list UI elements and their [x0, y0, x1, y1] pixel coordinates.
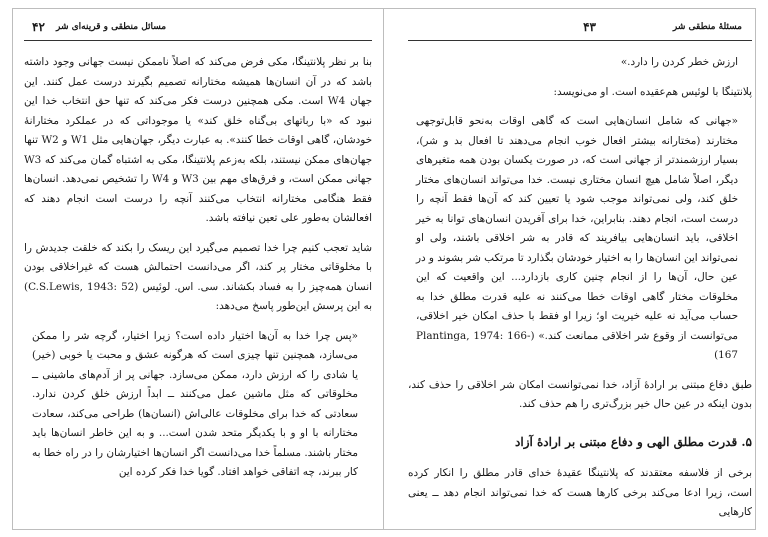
left-running-title: مسائل منطقی و قرینه‌ای شر: [56, 22, 167, 32]
right-page-header: [408, 18, 752, 41]
page-gutter: [383, 8, 384, 530]
left-page-header: [24, 18, 372, 41]
right-quote-plantinga: «جهانی که شامل انسان‌هایی است که گاهی اوقات به‌نحو قابل‌توجهی مختارند (مختارانه بیشتر افعال خوب انجام می‌دهند تا افعال بد و شر)، بسیار ارزشمندتر از جهانی است که، در صورت یکسان بودن همه متغیرهای دیگر، اصلاً شامل هیچ انسان مختاری نیست. خدا می‌تواند انسان‌های مختار خلق کند، ولی نمی‌تواند موجب شود یا تعیین کند که آن‌ها فقط آنچه را درست است، انجام دهند. بنابراین، خدا برای آفریدن انسان‌های توانا به خیر اخلاقی، باید انسان‌هایی بیافریند که قادر به شر اخلاقی باشند، ولی او نمی‌تواند این انسان‌ها را به اختیار خودشان بگذارد تا مرتکب شر بشوند و در عین حال، آن‌ها را از انجام چنین کاری بازدارد... این واقعیت که این مخلوقات مختار گاهی اوقات خطا می‌کنند نه علیه قدرت مطلق خدا به حساب می‌آید نه علیه خیریت او؛ زیرا او فقط با حذف امکان خیر اخلاقی، می‌توانست از وقوع شر اخلاقی ممانعت کند.» (Plantinga, 1974: 166-167): [415, 115, 738, 361]
right-page-number: ۴۳: [583, 20, 596, 34]
left-page: [24, 8, 372, 530]
right-page-body: [408, 41, 752, 523]
left-page-number: ۴۲: [32, 20, 45, 34]
left-paragraph-1: بنا بر نظر پلانتینگا، مکی فرض می‌کند که اصلاً ناممکن نیست جهانی وجود داشته باشد که در آن انسان‌ها همیشه مختارانه تصمیم بگیرند درست عمل کنند. این جهان W4 است. مکی همچنین درست فکر می‌کند که تنها حق انتخاب خدا این نبود که «با رباتهای بی‌گناه خلق کند» یا موجوداتی که در عملکرد مختارانهٔ خودشان، گاهی اوقات خطا کنند». به عبارت دیگر، جهان‌هایی مثل W1 و W2 تنها جهان‌های ممکن نیستند، بلکه به‌زعم پلانتینگا، مکی به اشتباه گمان می‌کند که W3 جهانی ممکن است، و فرق‌های مهم بین W3 و W4 را تشخیص نمی‌دهد. انسان‌ها فقط هنگامی مختارانه انتخاب می‌کنند آنچه را درست است انجام دهند که افعالشان به‌طور علی تعین نیافته باشد.: [24, 56, 373, 224]
right-page: [408, 8, 752, 530]
right-paragraph-final: برخی از فلاسفه معتقدند که پلانتینگا عقیدهٔ خدای قادر مطلق را انکار کرده است، زیرا ادعا می‌کند برخی کارها هست که خدا نمی‌تواند انجام دهد ــ یعنی کارهایی: [408, 467, 752, 518]
left-paragraph-2: شاید تعجب کنیم چرا خدا تصمیم می‌گیرد این ریسک را بکند که خلقت جدیدش را با مخلوقاتی مختار پر کند، اگر می‌دانست احتمالش هست که غیراخلاقی بودن انسان همه‌چیز را به فساد بکشاند. سی. اس. لوئیس (52 :C.S.Lewis, 1943) به این پرسش این‌طور پاسخ می‌دهد:: [24, 241, 372, 312]
right-paragraph-intro: پلانتینگا با لوئیس هم‌عقیده است. او می‌نویسد:: [553, 85, 752, 98]
right-running-title: مسئلهٔ منطقی شر: [672, 22, 742, 32]
section-heading: ۵. قدرت مطلق الهی و دفاع مبتنی بر ارادهٔ آزاد: [515, 434, 752, 449]
right-quote-end: ارزش خطر کردن را دارد.»: [620, 56, 738, 68]
left-quote-lewis: «پس چرا خدا به آن‌ها اختیار داده است؟ زیرا اختیار، گرچه شر را ممکن می‌سازد، همچنین تنها چیزی است که هرگونه عشق و محبت یا خوبی (خیر) یا شادی را که ارزش دارد، ممکن می‌سازد. جهانی پر از آدم‌های ماشینی ــ مخلوقاتی که مثل ماشین عمل می‌کنند ــ ابداً ارزش خلق کردن ندارد. سعادتی که خدا برای مخلوقات عالی‌اش (انسان‌ها) طراحی می‌کند، سعادت مختارانه با او و با یکدیگر متحد شدن است... و به این خاطر انسان‌ها باید مختار باشند. مسلماً خدا می‌دانست اگر انسان‌ها اختیارشان را در راه خطا به کار ببرند، چه اتفاقی خواهد افتاد. گویا خدا فکر کرده این: [32, 329, 358, 478]
right-paragraph-summary: طبق دفاع مبتنی بر ارادهٔ آزاد، خدا نمی‌توانست امکان شر اخلاقی را حذف کند، بدون اینکه در عین حال خیر بزرگ‌تری را هم حذف کند.: [408, 378, 752, 410]
left-page-body: [24, 41, 372, 483]
